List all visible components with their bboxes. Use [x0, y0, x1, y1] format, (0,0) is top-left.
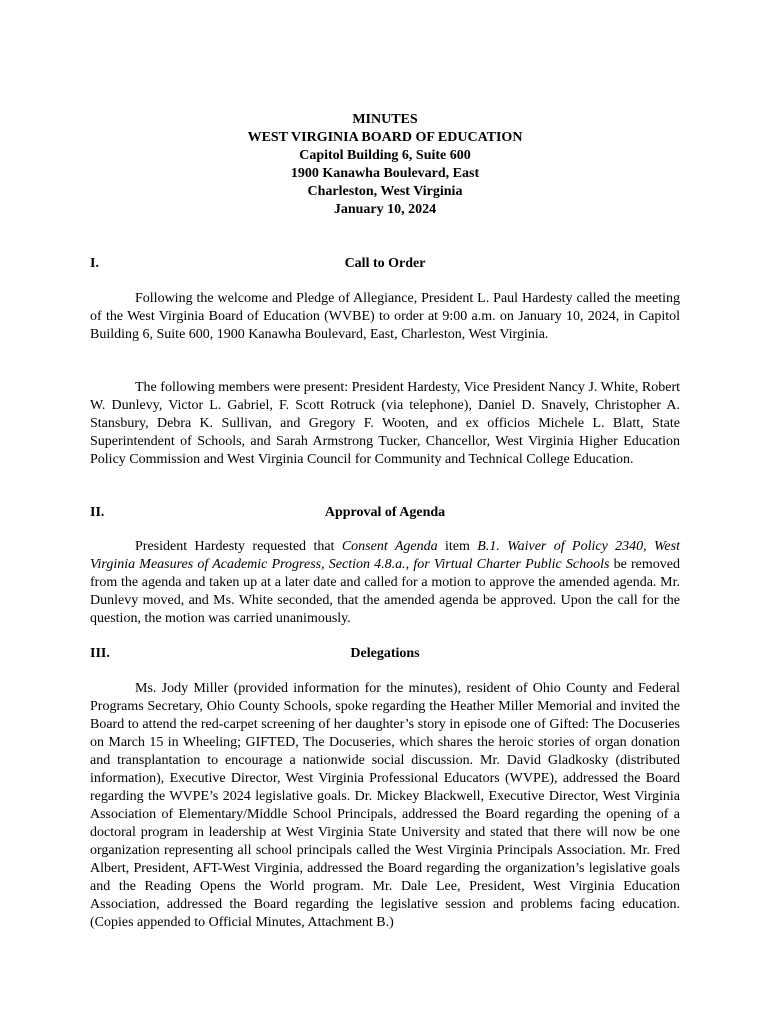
- policy-waiver-ref: B.1. Waiver of Policy 2340, West Virginia Measures of Academic Progress, Section 4.8.a., for Virtual Charter Public Schools: [90, 539, 680, 572]
- header-board-name: WEST VIRGINIA BOARD OF EDUCATION: [247, 130, 523, 145]
- section-heading-call-to-order: [90, 255, 680, 273]
- section-title: Approval of Agenda: [324, 505, 446, 520]
- header-minutes: MINUTES: [352, 112, 418, 127]
- paragraph-approval-of-agenda: [90, 538, 680, 628]
- section-number: I.: [90, 256, 99, 271]
- text-run: President Hardesty requested that: [135, 539, 342, 554]
- section-heading-approval-of-agenda: [90, 504, 680, 522]
- section-heading-delegations: [90, 645, 680, 663]
- section-title: Delegations: [350, 646, 420, 661]
- text-run: be removed from the agenda and taken up at a later date and called for a motion to approve the amended agenda. Mr. Dunlevy moved, and Ms. White seconded, that the amended agenda be approved. Upon the call for the question, the motion was carried unanimously.: [90, 557, 681, 626]
- section-number: II.: [90, 505, 105, 520]
- minutes-header: [0, 111, 770, 219]
- section-title: Call to Order: [344, 256, 426, 271]
- section-number: III.: [90, 646, 110, 661]
- header-street: 1900 Kanawha Boulevard, East: [290, 166, 480, 181]
- consent-agenda-ref: Consent Agenda: [341, 539, 438, 554]
- paragraph-members-present: The following members were present: President Hardesty, Vice President Nancy J. White, Robert W. Dunlevy, Victor L. Gabriel, F. Scott Rotruck (via telephone), Daniel D. Snavely, Christopher A. Stansbury, Debra K. Sullivan, and Gregory F. Wooten, and ex officios Michele L. Blatt, State Superintendent of Schools, and Sarah Armstrong Tucker, Chancellor, West Virginia Higher Education Policy Commission and West Virginia Council for Community and Technical College Education.: [90, 380, 680, 467]
- header-building: Capitol Building 6, Suite 600: [299, 148, 471, 163]
- paragraph-delegations: Ms. Jody Miller (provided information for the minutes), resident of Ohio County and Federal Programs Secretary, Ohio County Schools, spoke regarding the Heather Miller Memorial and invited the Board to attend the red-carpet screening of her daughter’s story in episode one of Gifted: The Docuseries on March 15 in Wheeling; GIFTED, The Docuseries, which shares the heroic stories of organ donation and transplantation to encourage a nationwide social discussion. Mr. David Gladkosky (distributed information), Executive Director, West Virginia Professional Educators (WVPE), addressed the Board regarding the WVPE’s 2024 legislative goals. Dr. Mickey Blackwell, Executive Director, West Virginia Association of Elementary/Middle School Principals, addressed the Board regarding the opening of a doctoral program in leadership at West Virginia State University and stated that there will now be one organization representing all school principals called the West Virginia Principals Association. Mr. Fred Albert, President, AFT-West Virginia, addressed the Board regarding the organization’s legislative goals and the Reading Opens the World program. Mr. Dale Lee, President, West Virginia Education Association, addressed the Board regarding the legislative session and problems facing education. (Copies appended to Official Minutes, Attachment B.): [90, 681, 680, 930]
- header-date: January 10, 2024: [333, 202, 437, 217]
- paragraph-call-to-order: Following the welcome and Pledge of Allegiance, President L. Paul Hardesty called the meeting of the West Virginia Board of Education (WVBE) to order at 9:00 a.m. on January 10, 2024, in Capitol Building 6, Suite 600, 1900 Kanawha Boulevard, East, Charleston, West Virginia.: [90, 291, 680, 342]
- header-city: Charleston, West Virginia: [307, 184, 463, 199]
- text-run: item: [437, 539, 478, 554]
